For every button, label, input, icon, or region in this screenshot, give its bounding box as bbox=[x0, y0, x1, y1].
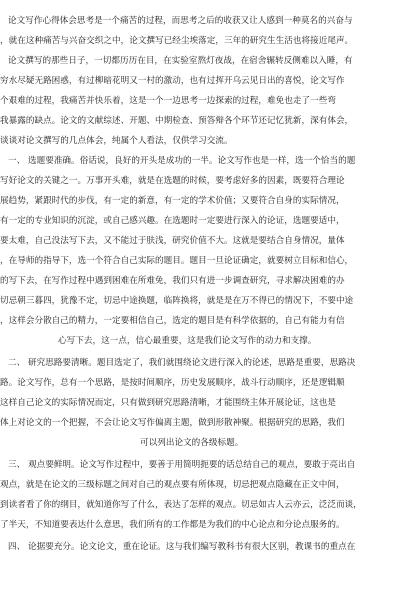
text-line-27: 了半天，不知道要表达什么意思，我们所有的工作都是为我们的中心论点和分论点服务的。 bbox=[0, 520, 345, 530]
text-line-7: 我暴露的缺点。论文的文献综述、开题、中期检查、预答辩各个环节还记忆犹新，深有体会， bbox=[0, 116, 354, 126]
text-line-21: 这样自己论文的实际情况而定，只有做到研究思路清晰，才能围绕主体开展论证，这也是 bbox=[0, 398, 336, 408]
text-line-26: 到读者看了你的纲目，就知道你写了什么，表达了怎样的观点。切忌如古人云亦云，泛泛而谈， bbox=[0, 500, 362, 510]
text-line-6: 个艰难的过程，我痛苦并快乐着，这是一个一边思考一边探索的过程，难免也走了一些弯 bbox=[0, 96, 336, 106]
text-line-23: 可以列出论文的各级标题。 bbox=[140, 438, 244, 448]
text-line-20: 路。论文写作，总有一个思路，是按时间顺序，历史发展顺序，战斗行动顺序，还是逻辑顺 bbox=[0, 378, 345, 388]
text-line-8: 谈谈对论文撰写的几点体会，纯属个人看法，仅供学习交流。 bbox=[0, 136, 233, 146]
text-line-4: 论文撰写的那些日子，一切都历历在目，在实验室熬灯夜战，在宿舍辗转反侧难以入睡，有 bbox=[8, 56, 353, 66]
text-line-18: 心写下去，这一点，信心最重要，这是我们论文写作的动力和支撑。 bbox=[58, 336, 317, 346]
text-line-14: ，在导师的指导下，选一个符合自己实际的题目。题目一旦论证确定，就要树立目标和信心， bbox=[0, 256, 354, 266]
text-line-15: 的写下去，在写作过程中遇到困难在所难免，我们只有进一步调查研究，寻求解决困难的办 bbox=[0, 276, 345, 286]
text-line-10: 写好论文的关键之一。万事开头难，就是在选题的时候，要考虑好多的因素，既要符合理论 bbox=[0, 176, 345, 186]
text-line-1 bbox=[0, 0, 400, 15]
text-line-9: 一、 选题要准确。俗话说，良好的开头是成功的一半。论文写作也是一样，选一个恰当的题 bbox=[8, 156, 356, 166]
text-line-17: ，这样会分散自己的精力，一定要相信自己，选定的题目是有科学依据的，自己有能力有信 bbox=[0, 316, 345, 326]
text-line-28: 四、 论据要充分。论文论文，重在论证。这与我们编写教科书有很大区别，教课书的重点在 bbox=[8, 542, 356, 552]
text-line-22: 体上对论文的一个把握，不会让论文写作偏离主题，做到形散神聚。根据研究的思路，我们 bbox=[0, 418, 345, 428]
text-line-16: 切忌朝三暮四，犹豫不定，切忌中途换题，临阵换将，就是是在万不得已的情况下，不要中途 bbox=[0, 296, 354, 306]
text-line-11: 展趋势，紧跟时代的步伐，有一定的新意，有一定的学术价值；又要符合自身的实际情况， bbox=[0, 196, 345, 206]
text-line-25: 观点，就是在论文的三级标题之间对自己的观点要有所体现，切忌把观点隐藏在正文中间， bbox=[0, 480, 345, 490]
text-line-24: 三、 观点要鲜明。论文写作过程中，要善于用简明扼要的话总结自己的观点，要敢于亮出自 bbox=[8, 460, 356, 470]
text-line-13: 要太难，自己没法写下去，又不能过于肤浅，研究价值不大。这就是要结合自身情况，量体 bbox=[0, 236, 345, 246]
text-line-5: 穷水尽疑无路困惑，有过柳暗花明又一村的激动，也有过挥开乌云见日出的喜悦，论文写作 bbox=[0, 76, 345, 86]
text-line-3: ，就在这种痛苦与兴奋交织之中，论文撰写已经尘埃落定，三年的研究生生活也将接近尾声。 bbox=[0, 36, 354, 46]
text-line-19: 二、 研究思路要清晰。题目选定了，我们就围绕论文进行深入的论述，思路是重要，思路决 bbox=[8, 358, 356, 368]
text-line-12: 有一定的专业知识的沉淀，或自己感兴趣。在选题时一定要进行深入的论证，选题要适中， bbox=[0, 216, 345, 226]
text-line-2: 论文写作心得体会思考是一个痛苦的过程，而思考之后的收获又让人感到一种莫名的兴奋与 bbox=[8, 16, 353, 26]
